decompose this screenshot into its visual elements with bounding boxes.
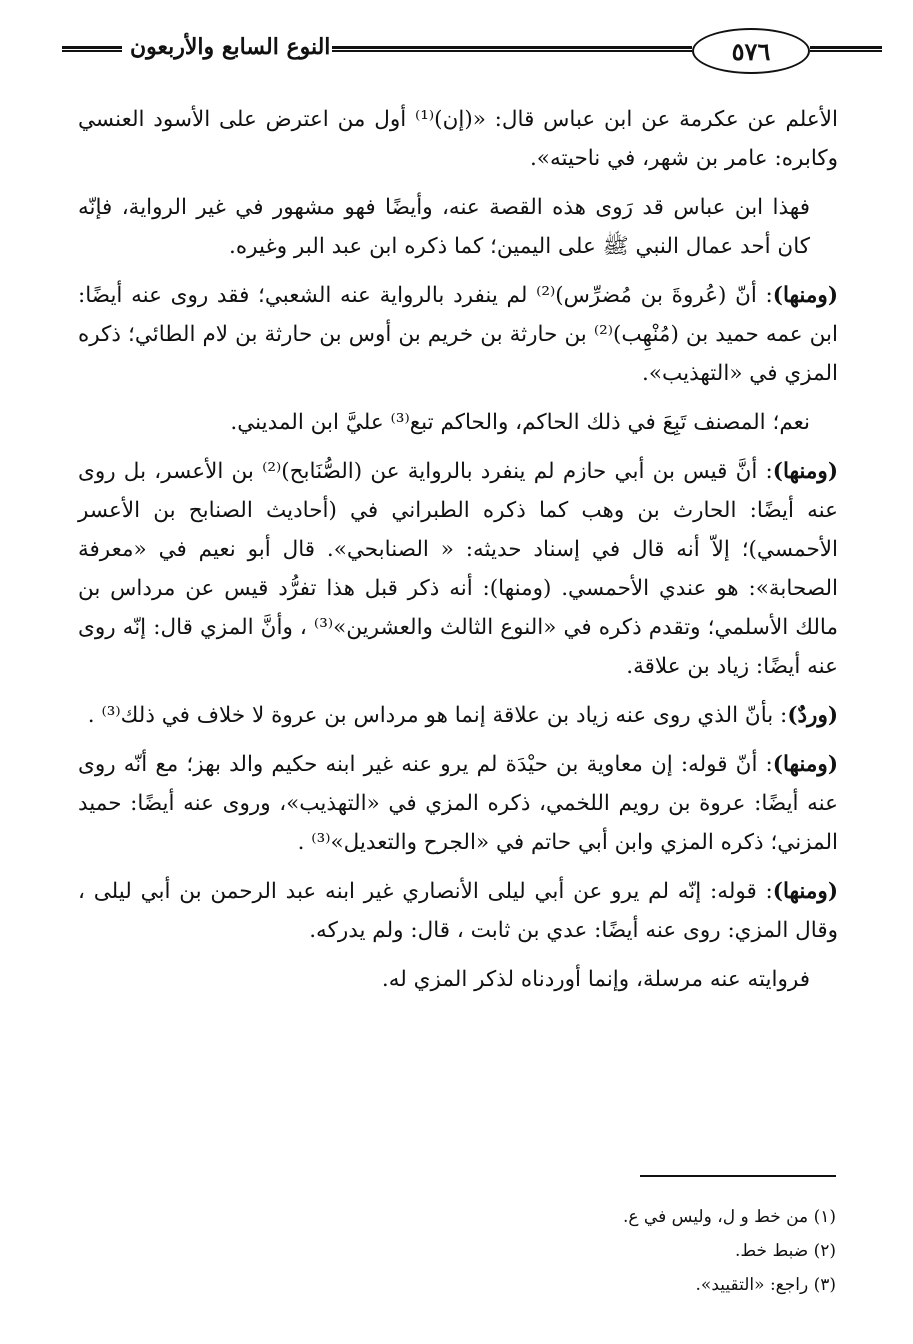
paragraph-text: فهذا ابن عباس قد رَوى هذه القصة عنه، وأيضًا فهو مشهور في غير الرواية، فإنّه كان أحد عمال النبي ﷺ على اليمين؛ كما ذكره ابن عبد البر وغيره. [78,195,810,259]
header-rule-right [810,46,882,52]
running-title: النوع السابع والأربعون [130,34,331,60]
paragraph-1 [78,100,838,178]
paragraph-lead: (ومنها) [772,283,838,308]
paragraph-lead: (ومنها) [772,752,838,777]
paragraph-3 [78,276,838,393]
paragraph-9 [78,960,838,999]
paragraph-lead: (وردٌ) [787,703,838,728]
paragraph-text: : أنّ (عُروةَ بن مُضرِّس)⁽²⁾ لم ينفرد بالرواية عنه الشعبي؛ فقد روى عنه أيضًا: ابن عمه حميد بن (مُنْهِب)⁽²⁾ بن حارثة بن خريم بن أوس بن حارثة بن لام الطائي؛ ذكره المزي في «التهذيب». [78,283,838,386]
paragraph-7 [78,745,838,862]
footnote-2: (٢) ضبط خط. [735,1241,836,1261]
main-text [78,100,838,1009]
paragraph-8 [78,872,838,950]
paragraph-lead: (ومنها) [772,459,838,484]
header-rule-middle [332,46,692,52]
paragraph-text: : أنّ قوله: إن معاوية بن حيْدَة لم يرو عنه غير ابنه حكيم والد بهز؛ مع أنّه روى عنه أيضًا: عروة بن رويم اللخمي، ذكره المزي في «التهذيب»، وروى عنه أيضًا: حميد المزني؛ ذكره المزي وابن أبي حاتم في «الجرح والتعديل»⁽³⁾ . [78,752,838,855]
paragraph-text: : أنَّ قيس بن أبي حازم لم ينفرد بالرواية عن (الصُّنَابح)⁽²⁾ بن الأعسر، بل روى عنه أيضًا: الحارث بن وهب كما ذكره الطبراني في (أحاديث الصنابح بن الأعسر الأحمسي)؛ إلاّ أنه قال في إسناد حديثه: « الصنابحي». قال أبو نعيم في «معرفة الصحابة»: هو عندي الأحمسي. (ومنها): أنه ذكر قبل هذا تفرُّد قيس عن مرداس بن مالك الأسلمي؛ وتقدم ذكره في «النوع الثالث والعشرين»⁽³⁾ ، وأنَّ المزي قال: إنّه روى عنه أيضًا: زياد بن علاقة. [78,459,838,679]
footnote-3: (٣) راجع: «التقييد». [695,1275,836,1295]
paragraph-text: فروايته عنه مرسلة، وإنما أوردناه لذكر المزي له. [381,967,810,992]
paragraph-5 [78,452,838,686]
paragraph-lead: (ومنها) [772,879,838,904]
paragraph-4 [78,403,838,442]
footnote-separator [640,1175,836,1177]
paragraph-6 [78,696,838,735]
paragraph-text: : قوله: إنّه لم يرو عن أبي ليلى الأنصاري غير ابنه عبد الرحمن بن أبي ليلى ، وقال المزي: روى عنه أيضًا: عدي بن ثابت ، قال: ولم يدركه. [78,879,838,943]
page-header [62,28,822,76]
header-rule-left [62,46,122,52]
paragraph-text: الأعلم عن عكرمة عن ابن عباس قال: «(إن)⁽¹⁾ أول من اعترض على الأسود العنسي وكابره: عامر بن شهر، في ناحيته». [78,107,838,171]
paragraph-2 [78,188,838,266]
paragraph-text: نعم؛ المصنف تَبِعَ في ذلك الحاكم، والحاكم تبع⁽³⁾ عليَّ ابن المديني. [230,410,810,435]
paragraph-text: : بأنّ الذي روى عنه زياد بن علاقة إنما هو مرداس بن عروة لا خلاف في ذلك⁽³⁾ . [87,703,788,728]
footnotes [78,1200,836,1302]
page-number: ٥٧٦ [692,28,810,74]
footnote-1: (١) من خط و ل، وليس في ع. [622,1207,836,1227]
